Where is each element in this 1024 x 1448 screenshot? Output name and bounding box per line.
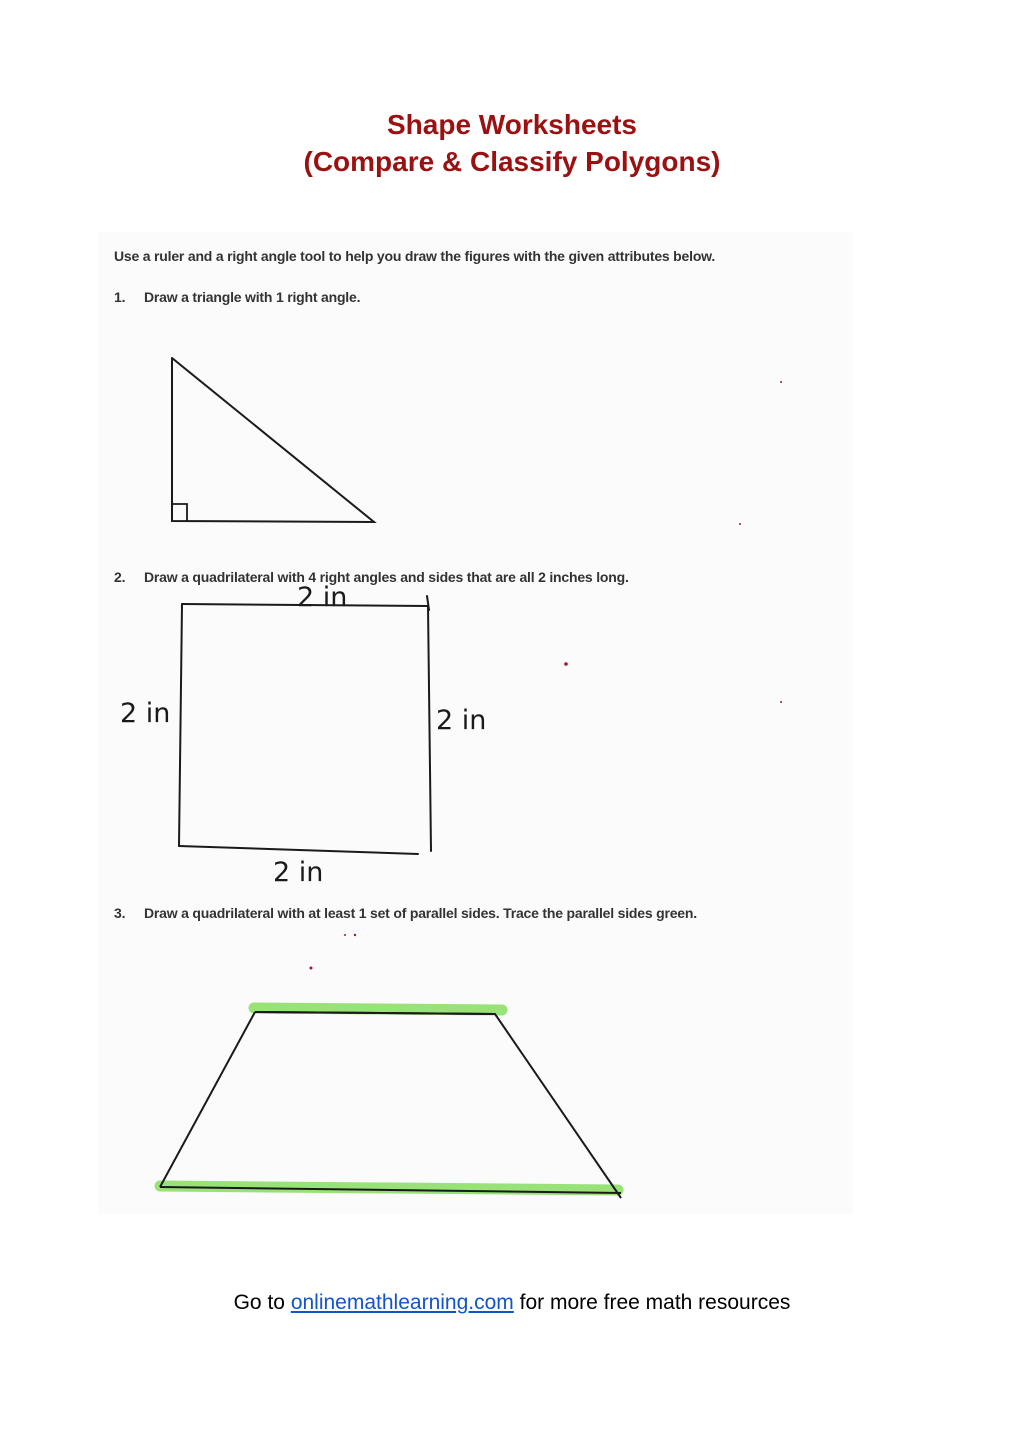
scan-specks [310, 381, 783, 970]
square-bottom-side [179, 846, 418, 854]
footer [0, 1291, 1024, 1315]
square-label-left: 2 in [120, 698, 171, 729]
question-1-text: Draw a triangle with 1 right angle. [144, 289, 361, 305]
footer-suffix: for more free math resources [519, 1291, 791, 1314]
instructions-text: Use a ruler and a right angle tool to help you draw the figures with the given attributes below. [114, 248, 716, 264]
worksheet-scan [98, 232, 853, 1214]
right-angle-marker [172, 504, 187, 521]
square-left-side [179, 604, 182, 846]
triangle-outline [172, 358, 374, 522]
page-title: Shape Worksheets [386, 109, 638, 140]
page-subtitle: (Compare & Classify Polygons) [303, 146, 721, 177]
right-triangle [172, 358, 374, 522]
trapezoid [160, 1008, 621, 1198]
question-2-text: Draw a quadrilateral with 4 right angles and sides that are all 2 inches long. [144, 569, 629, 585]
question-2-number: 2. [114, 569, 126, 585]
question-1-number: 1. [114, 289, 126, 305]
trapezoid-left-edge [160, 1012, 255, 1187]
trapezoid-right-edge [255, 1012, 621, 1198]
question-3-number: 3. [114, 905, 126, 921]
square-label-right: 2 in [436, 705, 487, 736]
square-label-bottom: 2 in [273, 857, 324, 888]
top-parallel-highlight [254, 1008, 502, 1010]
square [179, 596, 431, 854]
footer-prefix: Go to [233, 1291, 285, 1314]
question-3-text: Draw a quadrilateral with at least 1 set of parallel sides. Trace the parallel sides green. [144, 905, 697, 921]
onlinemathlearning-link[interactable]: onlinemathlearning.com [290, 1291, 514, 1314]
square-right-side [428, 606, 431, 851]
square-label-top: 2 in [297, 582, 348, 613]
